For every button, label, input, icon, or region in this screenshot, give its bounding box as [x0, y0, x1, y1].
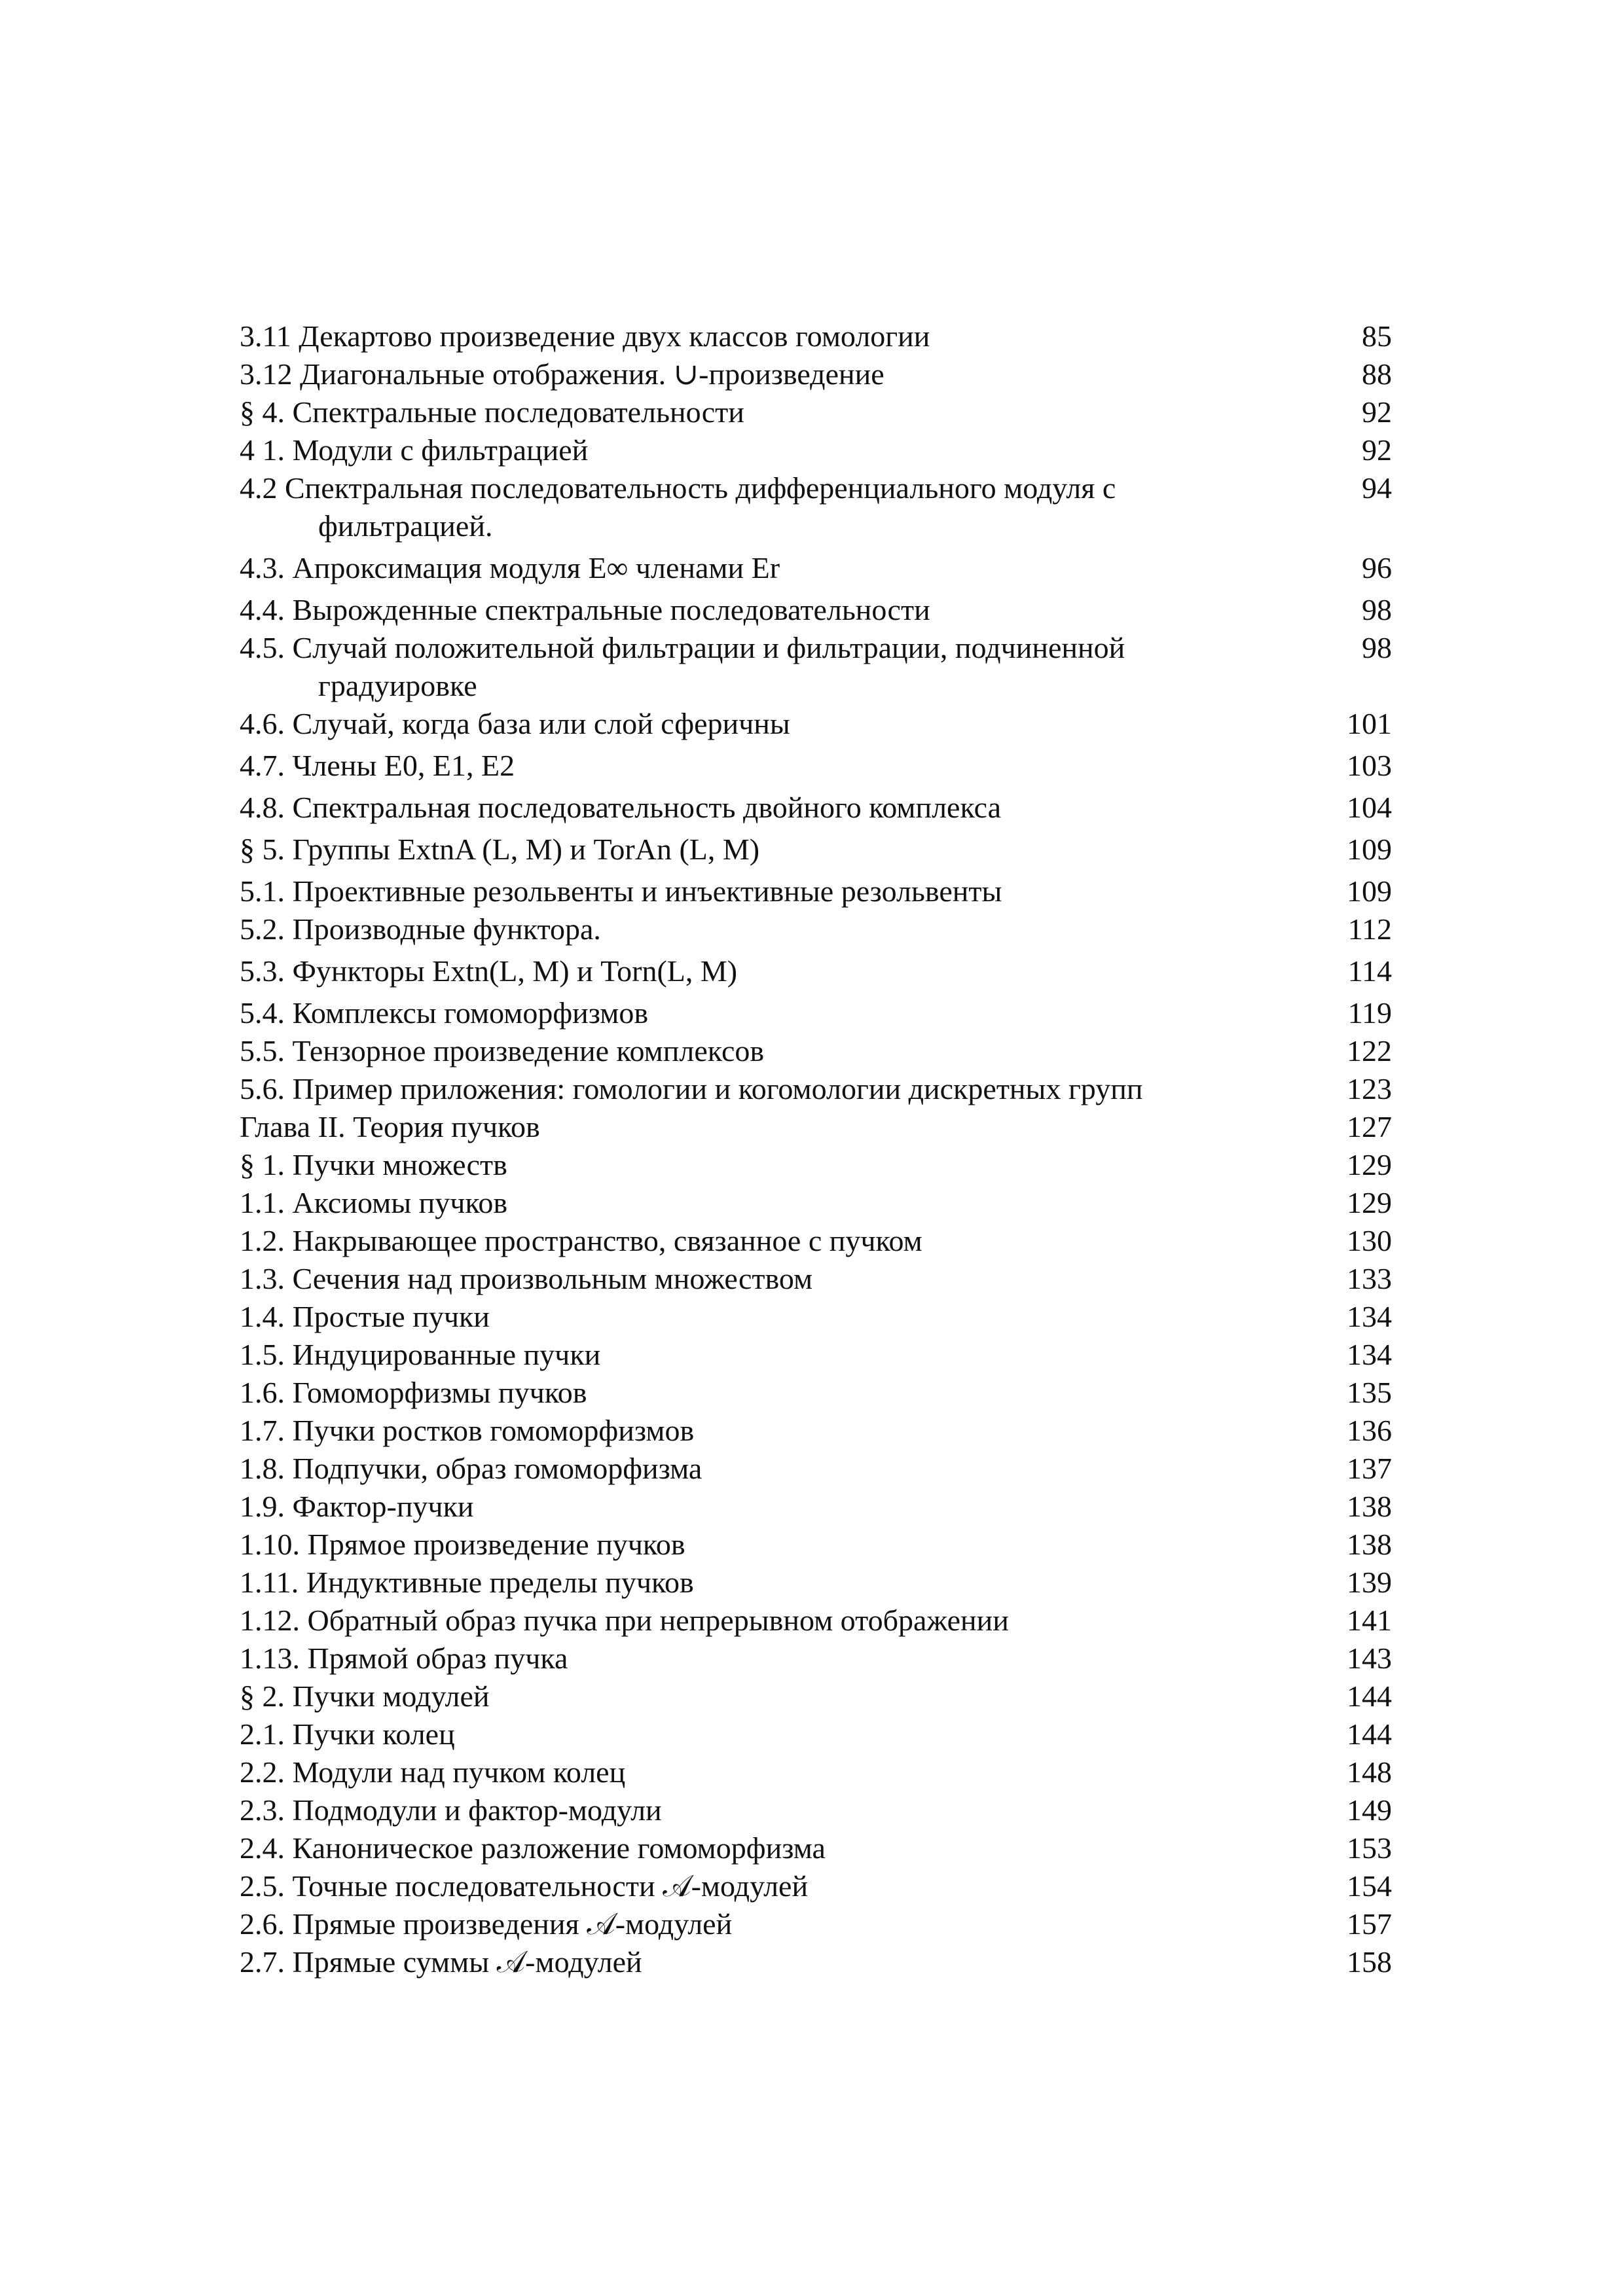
toc-entry — [240, 1829, 1405, 1867]
toc-entry-page-number: 129 — [1347, 1186, 1392, 1219]
toc-entry-page-number: 154 — [1347, 1869, 1392, 1903]
toc-entry-page-number: 109 — [1347, 874, 1392, 908]
toc-entry — [240, 629, 1405, 705]
toc-entry-title: 5.6. Пример приложения: гомологии и когомологии дискретных групп — [240, 1072, 1143, 1105]
toc-entry-title: 5.4. Комплексы гомоморфизмов — [240, 996, 649, 1030]
toc-entry-title: 4.5. Случай положительной фильтрации и фильтрации, подчиненной — [240, 631, 1125, 664]
toc-entry-title: § 5. Группы ExtnA (L, M) и TorAn (L, M) — [240, 833, 760, 866]
toc-entry-title: 4.6. Случай, когда база или слой сферичны — [240, 707, 790, 740]
toc-entry-title: 1.2. Накрывающее пространство, связанное с пучком — [240, 1224, 922, 1257]
toc-entry-page-number: 138 — [1347, 1490, 1392, 1523]
toc-entry — [240, 1526, 1405, 1564]
toc-entry — [240, 469, 1405, 545]
toc-entry-page-number: 143 — [1347, 1641, 1392, 1675]
toc-entry-title: 1.10. Прямое произведение пучков — [240, 1528, 685, 1561]
toc-entry-page-number: 138 — [1347, 1528, 1392, 1561]
toc-entry — [240, 1640, 1405, 1677]
toc-entry-title: 1.7. Пучки ростков гомоморфизмов — [240, 1414, 695, 1447]
toc-entry-title-continuation: градуировке — [318, 669, 477, 702]
toc-entry-page-number: 129 — [1347, 1148, 1392, 1181]
toc-entry-title: 4.8. Спектральная последовательность двойного комплекса — [240, 791, 1002, 824]
toc-entry-title: 1.3. Сечения над произвольным множеством — [240, 1262, 813, 1295]
toc-entry — [240, 545, 1405, 591]
toc-entry — [240, 1032, 1405, 1070]
toc-entry-page-number: 98 — [1362, 631, 1392, 664]
toc-entry-page-number: 92 — [1362, 395, 1392, 429]
toc-entry-title: 1.9. Фактор-пучки — [240, 1490, 474, 1523]
toc-entry-title: 1.4. Простые пучки — [240, 1300, 490, 1333]
toc-entry — [240, 789, 1405, 827]
toc-entry — [240, 317, 1405, 355]
toc-entry — [240, 994, 1405, 1032]
toc-entry-page-number: 122 — [1347, 1034, 1392, 1067]
toc-entry-title: 5.1. Проективные резольвенты и инъективные резольвенты — [240, 874, 1002, 908]
toc-entry — [240, 1184, 1405, 1222]
toc-entry-title: 5.5. Тензорное произведение комплексов — [240, 1034, 765, 1067]
toc-entry-title: 1.6. Гомоморфизмы пучков — [240, 1376, 587, 1409]
toc-entry — [240, 743, 1405, 789]
toc-entry — [240, 1943, 1405, 1981]
toc-entry-title: 2.1. Пучки колец — [240, 1717, 455, 1751]
toc-entry — [240, 1602, 1405, 1640]
toc-entry-title: 1.1. Аксиомы пучков — [240, 1186, 508, 1219]
toc-entry-page-number: 153 — [1347, 1831, 1392, 1865]
toc-entry-page-number: 109 — [1347, 833, 1392, 866]
toc-entry — [240, 591, 1405, 629]
toc-entry-page-number: 141 — [1347, 1604, 1392, 1637]
toc-entry — [240, 1146, 1405, 1184]
toc-entry-page-number: 92 — [1362, 433, 1392, 467]
toc-entry-title: 2.2. Модули над пучком колец — [240, 1755, 626, 1789]
toc-entry-page-number: 134 — [1347, 1300, 1392, 1333]
toc-entry-title: § 1. Пучки множеств — [240, 1148, 507, 1181]
toc-entry-title: 4.7. Члены E0, E1, E2 — [240, 749, 515, 782]
toc-entry-title: 4.3. Апроксимация модуля E∞ членами Er — [240, 551, 780, 584]
toc-entry — [240, 1374, 1405, 1412]
toc-entry-page-number: 88 — [1362, 357, 1392, 391]
toc-entry-title: 3.12 Диагональные отображения. ∪-произведение — [240, 357, 884, 391]
toc-entry-page-number: 137 — [1347, 1452, 1392, 1485]
toc-entry-page-number: 136 — [1347, 1414, 1392, 1447]
toc-entry-page-number: 94 — [1362, 471, 1392, 505]
toc-entry — [240, 1867, 1405, 1905]
toc-entry — [240, 393, 1405, 431]
toc-entry-page-number: 135 — [1347, 1376, 1392, 1409]
toc-entry — [240, 1753, 1405, 1791]
toc-entry — [240, 431, 1405, 469]
toc-entry-title: 1.11. Индуктивные пределы пучков — [240, 1566, 694, 1599]
toc-entry-title: 1.5. Индуцированные пучки — [240, 1338, 601, 1371]
toc-entry-page-number: 98 — [1362, 593, 1392, 626]
toc-entry-title: 2.3. Подмодули и фактор-модули — [240, 1793, 662, 1827]
toc-entry-title: § 4. Спектральные последовательности — [240, 395, 744, 429]
toc-entry-page-number: 96 — [1362, 551, 1392, 584]
toc-entry-title: 2.4. Каноническое разложение гомоморфизма — [240, 1831, 826, 1865]
toc-entry — [240, 948, 1405, 994]
toc-entry-page-number: 148 — [1347, 1755, 1392, 1789]
toc-entry-page-number: 85 — [1362, 319, 1392, 353]
toc-entry — [240, 1677, 1405, 1715]
toc-entry — [240, 1260, 1405, 1298]
table-of-contents — [240, 317, 1405, 1981]
toc-entry — [240, 1715, 1405, 1753]
toc-entry-title-continuation: фильтрацией. — [318, 509, 493, 543]
toc-entry-title: 5.2. Производные функтора. — [240, 912, 601, 946]
toc-entry — [240, 872, 1405, 910]
toc-entry — [240, 1412, 1405, 1450]
toc-entry-title: 2.7. Прямые суммы 𝒜-модулей — [240, 1945, 642, 1979]
toc-entry — [240, 1298, 1405, 1336]
toc-entry-page-number: 144 — [1347, 1679, 1392, 1713]
toc-entry-title: 4.2 Спектральная последовательность дифференциального модуля с — [240, 471, 1116, 505]
toc-entry-title: Глава II. Теория пучков — [240, 1110, 540, 1143]
toc-entry — [240, 705, 1405, 743]
toc-entry-title: 1.13. Прямой образ пучка — [240, 1641, 568, 1675]
toc-entry-page-number: 134 — [1347, 1338, 1392, 1371]
toc-entry-title: 5.3. Функторы Extn(L, M) и Torn(L, M) — [240, 954, 738, 988]
toc-entry — [240, 827, 1405, 872]
toc-entry-page-number: 101 — [1347, 707, 1392, 740]
toc-entry — [240, 1450, 1405, 1488]
toc-entry-title: 4.4. Вырожденные спектральные последовательности — [240, 593, 930, 626]
toc-entry-title: § 2. Пучки модулей — [240, 1679, 490, 1713]
toc-entry-page-number: 130 — [1347, 1224, 1392, 1257]
toc-entry — [240, 1336, 1405, 1374]
toc-entry — [240, 1564, 1405, 1602]
toc-entry — [240, 1488, 1405, 1526]
toc-entry — [240, 1791, 1405, 1829]
toc-entry-page-number: 127 — [1347, 1110, 1392, 1143]
toc-entry — [240, 355, 1405, 393]
toc-entry-page-number: 158 — [1347, 1945, 1392, 1979]
toc-entry-page-number: 157 — [1347, 1907, 1392, 1941]
toc-entry-title: 3.11 Декартово произведение двух классов гомологии — [240, 319, 930, 353]
toc-entry — [240, 910, 1405, 948]
toc-entry-title: 1.8. Подпучки, образ гомоморфизма — [240, 1452, 702, 1485]
toc-entry-page-number: 139 — [1347, 1566, 1392, 1599]
toc-entry-page-number: 144 — [1347, 1717, 1392, 1751]
toc-entry-page-number: 112 — [1347, 912, 1392, 946]
toc-entry-page-number: 149 — [1347, 1793, 1392, 1827]
toc-entry-title: 2.6. Прямые произведения 𝒜-модулей — [240, 1907, 733, 1941]
toc-entry-page-number: 114 — [1347, 954, 1392, 988]
toc-entry-page-number: 104 — [1347, 791, 1392, 824]
toc-entry-page-number: 123 — [1347, 1072, 1392, 1105]
toc-entry — [240, 1222, 1405, 1260]
toc-entry-page-number: 103 — [1347, 749, 1392, 782]
toc-entry — [240, 1108, 1405, 1146]
toc-entry — [240, 1905, 1405, 1943]
toc-entry-title: 1.12. Обратный образ пучка при непрерывном отображении — [240, 1604, 1009, 1637]
toc-entry — [240, 1070, 1405, 1108]
toc-entry-page-number: 119 — [1347, 996, 1392, 1030]
toc-entry-title: 4 1. Модули с фильтрацией — [240, 433, 589, 467]
toc-entry-title: 2.5. Точные последовательности 𝒜-модулей — [240, 1869, 809, 1903]
toc-entry-page-number: 133 — [1347, 1262, 1392, 1295]
